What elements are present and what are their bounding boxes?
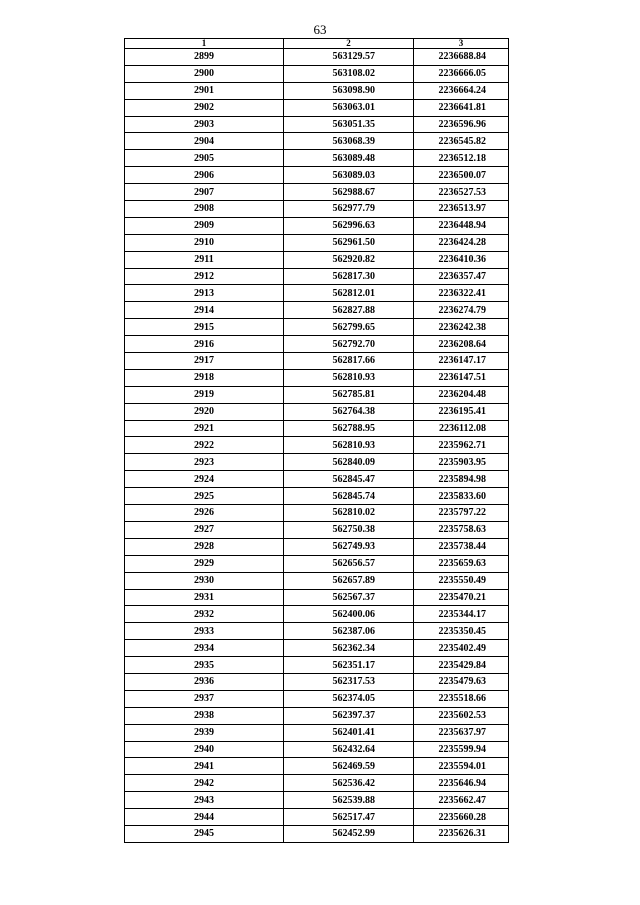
x-coordinate-cell: 562374.05: [284, 690, 414, 707]
table-row: [125, 184, 509, 201]
x-coordinate-cell: 562400.06: [284, 606, 414, 623]
x-coordinate-cell: 562656.57: [284, 555, 414, 572]
point-number-cell: 2924: [125, 471, 284, 488]
table-row: [125, 724, 509, 741]
point-number-cell: 2943: [125, 792, 284, 809]
point-number-cell: 2944: [125, 809, 284, 826]
table-row: [125, 403, 509, 420]
table-row: [125, 369, 509, 386]
x-coordinate-cell: 563063.01: [284, 99, 414, 116]
x-coordinate-cell: 562401.41: [284, 724, 414, 741]
table-row: [125, 201, 509, 218]
point-number-cell: 2910: [125, 234, 284, 251]
point-number-cell: 2907: [125, 184, 284, 201]
y-coordinate-cell: 2235594.01: [414, 758, 509, 775]
point-number-cell: 2908: [125, 201, 284, 218]
table-row: [125, 589, 509, 606]
y-coordinate-cell: 2235626.31: [414, 825, 509, 842]
table-row: [125, 49, 509, 66]
y-coordinate-cell: 2236448.94: [414, 217, 509, 234]
point-number-cell: 2903: [125, 116, 284, 133]
table-row: [125, 775, 509, 792]
point-number-cell: 2923: [125, 454, 284, 471]
table-row: [125, 167, 509, 184]
table-row: [125, 488, 509, 505]
y-coordinate-cell: 2236527.53: [414, 184, 509, 201]
x-coordinate-cell: 562362.34: [284, 640, 414, 657]
table-row: [125, 133, 509, 150]
table-row: [125, 707, 509, 724]
x-coordinate-cell: 562452.99: [284, 825, 414, 842]
point-number-cell: 2941: [125, 758, 284, 775]
table-row: [125, 825, 509, 842]
point-number-cell: 2918: [125, 369, 284, 386]
x-coordinate-cell: 562387.06: [284, 623, 414, 640]
x-coordinate-cell: 562812.01: [284, 285, 414, 302]
y-coordinate-cell: 2236512.18: [414, 150, 509, 167]
point-number-cell: 2906: [125, 167, 284, 184]
point-number-cell: 2937: [125, 690, 284, 707]
x-coordinate-cell: 562977.79: [284, 201, 414, 218]
y-coordinate-cell: 2235662.47: [414, 792, 509, 809]
x-coordinate-cell: 563098.90: [284, 82, 414, 99]
table-row: [125, 234, 509, 251]
y-coordinate-cell: 2236664.24: [414, 82, 509, 99]
x-coordinate-cell: 563108.02: [284, 65, 414, 82]
point-number-cell: 2922: [125, 437, 284, 454]
x-coordinate-cell: 562996.63: [284, 217, 414, 234]
table-row: [125, 741, 509, 758]
x-coordinate-cell: 562799.65: [284, 319, 414, 336]
y-coordinate-cell: 2235646.94: [414, 775, 509, 792]
x-coordinate-cell: 562810.02: [284, 505, 414, 522]
y-coordinate-cell: 2235550.49: [414, 572, 509, 589]
table-row: [125, 268, 509, 285]
x-coordinate-cell: 562351.17: [284, 657, 414, 674]
table-body: [125, 49, 509, 843]
x-coordinate-cell: 562988.67: [284, 184, 414, 201]
table-row: [125, 420, 509, 437]
point-number-cell: 2900: [125, 65, 284, 82]
point-number-cell: 2909: [125, 217, 284, 234]
point-number-cell: 2934: [125, 640, 284, 657]
y-coordinate-cell: 2235344.17: [414, 606, 509, 623]
point-number-cell: 2927: [125, 521, 284, 538]
y-coordinate-cell: 2236513.97: [414, 201, 509, 218]
point-number-cell: 2930: [125, 572, 284, 589]
x-coordinate-cell: 562764.38: [284, 403, 414, 420]
x-coordinate-cell: 563089.48: [284, 150, 414, 167]
table-row: [125, 285, 509, 302]
point-number-cell: 2920: [125, 403, 284, 420]
x-coordinate-cell: 562840.09: [284, 454, 414, 471]
point-number-cell: 2902: [125, 99, 284, 116]
table-row: [125, 251, 509, 268]
table-row: [125, 538, 509, 555]
table-row: [125, 319, 509, 336]
point-number-cell: 2917: [125, 353, 284, 370]
table-row: [125, 471, 509, 488]
y-coordinate-cell: 2236545.82: [414, 133, 509, 150]
x-coordinate-cell: 562317.53: [284, 673, 414, 690]
y-coordinate-cell: 2235518.66: [414, 690, 509, 707]
y-coordinate-cell: 2236357.47: [414, 268, 509, 285]
y-coordinate-cell: 2235470.21: [414, 589, 509, 606]
x-coordinate-cell: 562749.93: [284, 538, 414, 555]
table-row: [125, 792, 509, 809]
y-coordinate-cell: 2236147.17: [414, 353, 509, 370]
x-coordinate-cell: 562432.64: [284, 741, 414, 758]
y-coordinate-cell: 2235479.63: [414, 673, 509, 690]
point-number-cell: 2929: [125, 555, 284, 572]
y-coordinate-cell: 2235659.63: [414, 555, 509, 572]
table-row: [125, 809, 509, 826]
y-coordinate-cell: 2235660.28: [414, 809, 509, 826]
y-coordinate-cell: 2235903.95: [414, 454, 509, 471]
y-coordinate-cell: 2236195.41: [414, 403, 509, 420]
y-coordinate-cell: 2235637.97: [414, 724, 509, 741]
y-coordinate-cell: 2236322.41: [414, 285, 509, 302]
table-header-row: [125, 39, 509, 49]
table-row: [125, 454, 509, 471]
table-row: [125, 690, 509, 707]
point-number-cell: 2919: [125, 386, 284, 403]
y-coordinate-cell: 2235350.45: [414, 623, 509, 640]
point-number-cell: 2925: [125, 488, 284, 505]
table-row: [125, 353, 509, 370]
x-coordinate-cell: 562845.74: [284, 488, 414, 505]
column-header-2: 2: [284, 39, 414, 49]
x-coordinate-cell: 562792.70: [284, 336, 414, 353]
point-number-cell: 2926: [125, 505, 284, 522]
table-row: [125, 521, 509, 538]
y-coordinate-cell: 2235738.44: [414, 538, 509, 555]
x-coordinate-cell: 563051.35: [284, 116, 414, 133]
table-row: [125, 336, 509, 353]
y-coordinate-cell: 2235962.71: [414, 437, 509, 454]
point-number-cell: 2921: [125, 420, 284, 437]
y-coordinate-cell: 2235602.53: [414, 707, 509, 724]
table-row: [125, 82, 509, 99]
y-coordinate-cell: 2236208.64: [414, 336, 509, 353]
point-number-cell: 2942: [125, 775, 284, 792]
point-number-cell: 2912: [125, 268, 284, 285]
point-number-cell: 2901: [125, 82, 284, 99]
x-coordinate-cell: 562536.42: [284, 775, 414, 792]
point-number-cell: 2935: [125, 657, 284, 674]
table-row: [125, 150, 509, 167]
point-number-cell: 2899: [125, 49, 284, 66]
column-header-1: 1: [125, 39, 284, 49]
coordinates-table: [124, 38, 509, 843]
y-coordinate-cell: 2236641.81: [414, 99, 509, 116]
y-coordinate-cell: 2236688.84: [414, 49, 509, 66]
y-coordinate-cell: 2236204.48: [414, 386, 509, 403]
x-coordinate-cell: 562817.30: [284, 268, 414, 285]
table-row: [125, 606, 509, 623]
y-coordinate-cell: 2235894.98: [414, 471, 509, 488]
table-row: [125, 673, 509, 690]
y-coordinate-cell: 2236410.36: [414, 251, 509, 268]
x-coordinate-cell: 562920.82: [284, 251, 414, 268]
point-number-cell: 2945: [125, 825, 284, 842]
x-coordinate-cell: 562750.38: [284, 521, 414, 538]
y-coordinate-cell: 2236242.38: [414, 319, 509, 336]
table-row: [125, 640, 509, 657]
point-number-cell: 2916: [125, 336, 284, 353]
y-coordinate-cell: 2235833.60: [414, 488, 509, 505]
x-coordinate-cell: 562469.59: [284, 758, 414, 775]
y-coordinate-cell: 2236147.51: [414, 369, 509, 386]
y-coordinate-cell: 2235599.94: [414, 741, 509, 758]
y-coordinate-cell: 2235429.84: [414, 657, 509, 674]
table-row: [125, 217, 509, 234]
x-coordinate-cell: 563068.39: [284, 133, 414, 150]
point-number-cell: 2913: [125, 285, 284, 302]
x-coordinate-cell: 563089.03: [284, 167, 414, 184]
table-row: [125, 657, 509, 674]
x-coordinate-cell: 562517.47: [284, 809, 414, 826]
x-coordinate-cell: 562827.88: [284, 302, 414, 319]
page-number: 63: [313, 22, 327, 37]
table-row: [125, 99, 509, 116]
x-coordinate-cell: 562567.37: [284, 589, 414, 606]
point-number-cell: 2914: [125, 302, 284, 319]
table-row: [125, 65, 509, 82]
y-coordinate-cell: 2236424.28: [414, 234, 509, 251]
x-coordinate-cell: 562961.50: [284, 234, 414, 251]
y-coordinate-cell: 2236666.05: [414, 65, 509, 82]
y-coordinate-cell: 2236596.96: [414, 116, 509, 133]
x-coordinate-cell: 562810.93: [284, 437, 414, 454]
x-coordinate-cell: 562810.93: [284, 369, 414, 386]
y-coordinate-cell: 2236500.07: [414, 167, 509, 184]
table-row: [125, 758, 509, 775]
y-coordinate-cell: 2235402.49: [414, 640, 509, 657]
y-coordinate-cell: 2235797.22: [414, 505, 509, 522]
y-coordinate-cell: 2236274.79: [414, 302, 509, 319]
point-number-cell: 2931: [125, 589, 284, 606]
point-number-cell: 2911: [125, 251, 284, 268]
table-row: [125, 386, 509, 403]
point-number-cell: 2938: [125, 707, 284, 724]
point-number-cell: 2936: [125, 673, 284, 690]
table-row: [125, 437, 509, 454]
x-coordinate-cell: 563129.57: [284, 49, 414, 66]
x-coordinate-cell: 562845.47: [284, 471, 414, 488]
point-number-cell: 2915: [125, 319, 284, 336]
x-coordinate-cell: 562657.89: [284, 572, 414, 589]
point-number-cell: 2933: [125, 623, 284, 640]
point-number-cell: 2904: [125, 133, 284, 150]
y-coordinate-cell: 2235758.63: [414, 521, 509, 538]
x-coordinate-cell: 562397.37: [284, 707, 414, 724]
y-coordinate-cell: 2236112.08: [414, 420, 509, 437]
point-number-cell: 2928: [125, 538, 284, 555]
point-number-cell: 2939: [125, 724, 284, 741]
table-row: [125, 505, 509, 522]
point-number-cell: 2932: [125, 606, 284, 623]
column-header-3: 3: [414, 39, 509, 49]
table-row: [125, 572, 509, 589]
x-coordinate-cell: 562785.81: [284, 386, 414, 403]
table-row: [125, 623, 509, 640]
table-row: [125, 302, 509, 319]
point-number-cell: 2905: [125, 150, 284, 167]
table-row: [125, 555, 509, 572]
point-number-cell: 2940: [125, 741, 284, 758]
x-coordinate-cell: 562788.95: [284, 420, 414, 437]
x-coordinate-cell: 562817.66: [284, 353, 414, 370]
x-coordinate-cell: 562539.88: [284, 792, 414, 809]
table-row: [125, 116, 509, 133]
